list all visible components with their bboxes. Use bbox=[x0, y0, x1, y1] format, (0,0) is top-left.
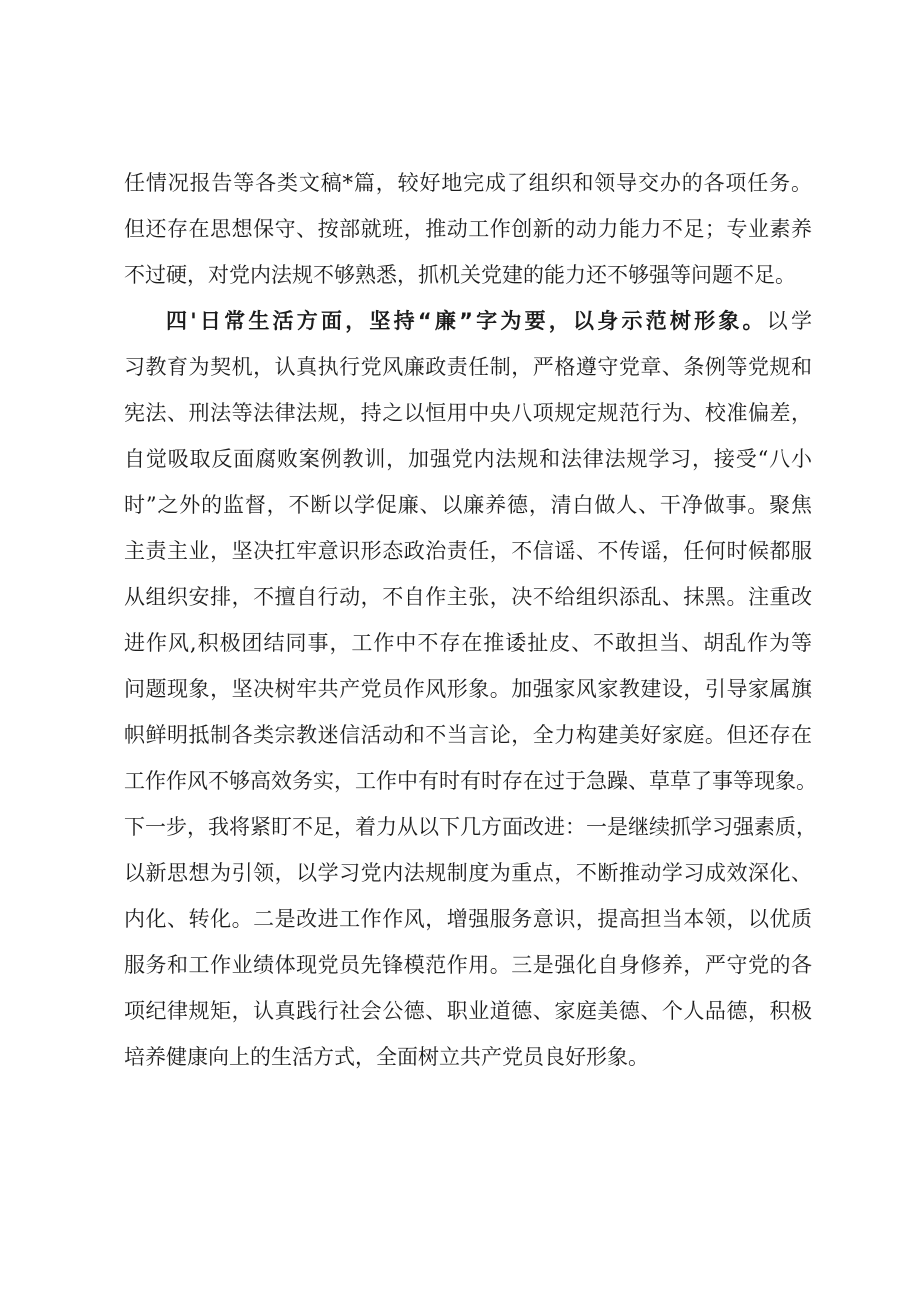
text-line: 进作风,积极团结同事，工作中不存在推诿扯皮、不敢担当、胡乱作为等 bbox=[124, 631, 812, 655]
text-line: 下一步，我将紧盯不足，着力从以下几方面改进：一是继续抓学习强素质， bbox=[124, 815, 817, 839]
text-line: 时”之外的监督，不断以学促廉、以廉养德，清白做人、干净做事。聚焦 bbox=[124, 493, 812, 517]
text-line: 内化、转化。二是改进工作作风，增强服务意识，提高担当本领，以优质 bbox=[124, 907, 812, 931]
text-line: 培养健康向上的生活方式，全面树立共产党员良好形象。 bbox=[124, 1045, 649, 1069]
text-run: 以学 bbox=[766, 309, 813, 333]
text-line: 服务和工作业绩体现党员先锋模范作用。三是强化自身修养，严守党的各 bbox=[124, 953, 812, 977]
text-line: 自觉吸取反面腐败案例教训，加强党内法规和法律法规学习，接受“八小 bbox=[124, 447, 812, 471]
text-line: 不过硬，对党内法规不够熟悉，抓机关党建的能力还不够强等问题不足。 bbox=[124, 263, 796, 287]
text-line: 帜鲜明抵制各类宗教迷信活动和不当言论，全力构建美好家庭。但还存在 bbox=[124, 723, 812, 747]
text-line: 问题现象，坚决树牢共产党员作风形象。加强家风家教建设，引导家属旗 bbox=[124, 677, 812, 701]
text-line: 以新思想为引领，以学习党内法规制度为重点，不断推动学习成效深化、 bbox=[124, 861, 812, 885]
text-line: 主责主业，坚决扛牢意识形态政治责任，不信谣、不传谣，任何时候都服 bbox=[124, 539, 812, 563]
section-heading: 四'日常生活方面，坚持“廉”字为要，以身示范树形象。 bbox=[166, 309, 767, 333]
text-line: 但还存在思想保守、按部就班，推动工作创新的动力能力不足；专业素养 bbox=[124, 217, 812, 241]
text-line: 任情况报告等各类文稿*篇，较好地完成了组织和领导交办的各项任务。 bbox=[124, 171, 812, 195]
text-line: 工作作风不够高效务实，工作中有时有时存在过于急躁、草草了事等现象。 bbox=[124, 769, 817, 793]
section-heading-line bbox=[124, 298, 812, 344]
text-line: 宪法、刑法等法律法规，持之以恒用中央八项规定规范行为、校准偏差， bbox=[124, 401, 812, 425]
document-body bbox=[124, 160, 817, 1080]
text-line: 项纪律规矩，认真践行社会公德、职业道德、家庭美德、个人品德，积极 bbox=[124, 999, 812, 1023]
text-line: 习教育为契机，认真执行党风廉政责任制，严格遵守党章、条例等党规和 bbox=[124, 355, 812, 379]
text-line: 从组织安排，不擅自行动，不自作主张，决不给组织添乱、抹黑。注重改 bbox=[124, 585, 812, 609]
